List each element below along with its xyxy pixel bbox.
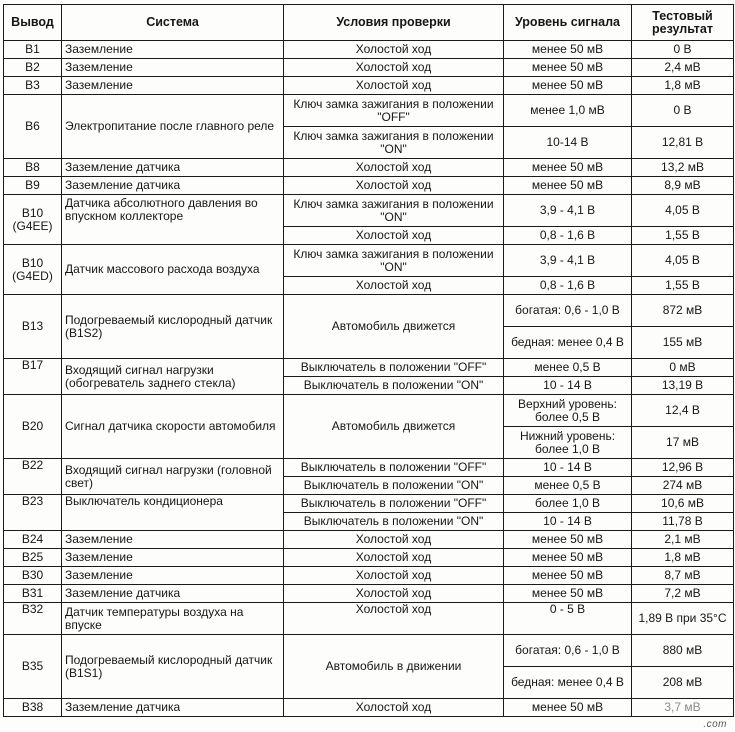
condition-cell: Холостой ход bbox=[284, 585, 504, 603]
condition-cell: Ключ замка зажигания в положении "OFF" bbox=[284, 95, 504, 127]
system-cell: Заземление bbox=[62, 59, 284, 77]
table-row bbox=[4, 245, 734, 277]
system-cell: Заземление датчика bbox=[62, 699, 284, 717]
condition-cell: Холостой ход bbox=[284, 177, 504, 195]
signal-cell: 10 - 14 В bbox=[504, 513, 632, 531]
signal-cell: 0,8 - 1,6 В bbox=[504, 227, 632, 245]
table-row bbox=[4, 195, 734, 227]
result-cell: 274 мВ bbox=[632, 477, 734, 495]
table-row bbox=[4, 59, 734, 77]
signal-cell: менее 50 мВ bbox=[504, 77, 632, 95]
system-cell: Заземление датчика bbox=[62, 159, 284, 177]
table-row bbox=[4, 177, 734, 195]
result-cell: 12,96 В bbox=[632, 459, 734, 477]
signal-cell: менее 50 мВ bbox=[504, 567, 632, 585]
condition-cell: Холостой ход bbox=[284, 159, 504, 177]
signal-cell: менее 0,5 В bbox=[504, 359, 632, 377]
header-system: Система bbox=[62, 5, 284, 41]
result-cell: 8,9 мВ bbox=[632, 177, 734, 195]
signal-cell: богатая: 0,6 - 1,0 В bbox=[504, 295, 632, 327]
signal-cell: 10-14 В bbox=[504, 127, 632, 159]
condition-cell: Автомобиль движется bbox=[284, 295, 504, 359]
table-row bbox=[4, 159, 734, 177]
condition-cell: Выключатель в положении "OFF" bbox=[284, 459, 504, 477]
result-cell: 7,2 мВ bbox=[632, 585, 734, 603]
condition-cell: Холостой ход bbox=[284, 77, 504, 95]
pin-cell: B6 bbox=[4, 95, 62, 159]
signal-cell: 0,8 - 1,6 В bbox=[504, 277, 632, 295]
system-cell: Датчик массового расхода воздуха bbox=[62, 245, 284, 295]
table-row bbox=[4, 531, 734, 549]
table-row bbox=[4, 295, 734, 327]
signal-cell: менее 50 мВ bbox=[504, 159, 632, 177]
header-conditions: Условия проверки bbox=[284, 5, 504, 41]
pin-cell: B9 bbox=[4, 177, 62, 195]
result-cell: 208 мВ bbox=[632, 667, 734, 699]
signal-cell: богатая: 0,6 - 1,0 В bbox=[504, 635, 632, 667]
pin-cell: B22 bbox=[4, 459, 62, 495]
signal-cell: менее 50 мВ bbox=[504, 41, 632, 59]
result-cell: 1,55 В bbox=[632, 227, 734, 245]
pin-cell: B13 bbox=[4, 295, 62, 359]
pin-cell: B30 bbox=[4, 567, 62, 585]
header-pin: Вывод bbox=[4, 5, 62, 41]
condition-cell: Холостой ход bbox=[284, 277, 504, 295]
system-cell: Заземление bbox=[62, 41, 284, 59]
ecu-pin-test-table bbox=[3, 4, 734, 717]
result-cell: 17 мВ bbox=[632, 427, 734, 459]
signal-cell: менее 0,5 В bbox=[504, 477, 632, 495]
table-row bbox=[4, 95, 734, 127]
system-cell: Входящий сигнал нагрузки (головной свет) bbox=[62, 459, 284, 495]
table-row bbox=[4, 41, 734, 59]
condition-cell: Ключ замка зажигания в положении "ON" bbox=[284, 195, 504, 227]
system-cell: Заземление датчика bbox=[62, 585, 284, 603]
result-cell: 0 В bbox=[632, 41, 734, 59]
pin-cell: B10 (G4ED) bbox=[4, 245, 62, 295]
result-cell: 1,8 мВ bbox=[632, 77, 734, 95]
result-cell: 8,7 мВ bbox=[632, 567, 734, 585]
signal-cell: менее 50 мВ bbox=[504, 699, 632, 717]
system-cell: Подогреваемый кислородный датчик (B1S1) bbox=[62, 635, 284, 699]
table-row bbox=[4, 549, 734, 567]
result-cell: 155 мВ bbox=[632, 327, 734, 359]
system-cell: Заземление bbox=[62, 549, 284, 567]
condition-cell: Выключатель в положении "ON" bbox=[284, 513, 504, 531]
condition-cell: Выключатель в положении "ON" bbox=[284, 377, 504, 395]
result-cell: 12,4 В bbox=[632, 395, 734, 427]
signal-cell: менее 50 мВ bbox=[504, 59, 632, 77]
table-row bbox=[4, 585, 734, 603]
signal-cell: 3,9 - 4,1 В bbox=[504, 245, 632, 277]
table-row bbox=[4, 459, 734, 477]
signal-cell: менее 50 мВ bbox=[504, 177, 632, 195]
result-cell: 13,19 В bbox=[632, 377, 734, 395]
pin-cell: B1 bbox=[4, 41, 62, 59]
table-row bbox=[4, 495, 734, 513]
result-cell: 11,78 В bbox=[632, 513, 734, 531]
pin-cell: B8 bbox=[4, 159, 62, 177]
table-row bbox=[4, 359, 734, 377]
system-cell: Заземление bbox=[62, 531, 284, 549]
signal-cell: менее 50 мВ bbox=[504, 585, 632, 603]
condition-cell: Автомобиль в движении bbox=[284, 635, 504, 699]
result-cell: 2,1 мВ bbox=[632, 531, 734, 549]
pin-cell: B17 bbox=[4, 359, 62, 395]
result-cell: 1,89 В при 35°C bbox=[632, 603, 734, 635]
condition-cell: Холостой ход bbox=[284, 59, 504, 77]
result-cell: 1,55 В bbox=[632, 277, 734, 295]
watermark: .com bbox=[703, 719, 727, 730]
condition-cell: Холостой ход bbox=[284, 699, 504, 717]
pin-cell: B25 bbox=[4, 549, 62, 567]
header-row bbox=[4, 5, 734, 41]
signal-cell: менее 1,0 мВ bbox=[504, 95, 632, 127]
signal-cell: 10 - 14 В bbox=[504, 459, 632, 477]
condition-cell: Холостой ход bbox=[284, 227, 504, 245]
system-cell: Заземление датчика bbox=[62, 177, 284, 195]
pin-cell: B3 bbox=[4, 77, 62, 95]
condition-cell: Выключатель в положении "OFF" bbox=[284, 359, 504, 377]
result-cell: 10,6 мВ bbox=[632, 495, 734, 513]
table-row bbox=[4, 603, 734, 635]
table-row bbox=[4, 635, 734, 667]
signal-cell: Нижний уровень: более 1,0 В bbox=[504, 427, 632, 459]
signal-cell: менее 50 мВ bbox=[504, 549, 632, 567]
condition-cell: Выключатель в положении "ON" bbox=[284, 477, 504, 495]
system-cell: Сигнал датчика скорости автомобиля bbox=[62, 395, 284, 459]
signal-cell: бедная: менее 0,4 В bbox=[504, 667, 632, 699]
pin-cell: B2 bbox=[4, 59, 62, 77]
pin-cell: B23 bbox=[4, 495, 62, 531]
condition-cell: Холостой ход bbox=[284, 549, 504, 567]
result-cell: 0 В bbox=[632, 95, 734, 127]
signal-cell: Верхний уровень: более 0,5 В bbox=[504, 395, 632, 427]
header-signal: Уровень сигнала bbox=[504, 5, 632, 41]
result-cell: 12,81 В bbox=[632, 127, 734, 159]
condition-cell: Холостой ход bbox=[284, 531, 504, 549]
table-row bbox=[4, 77, 734, 95]
signal-cell: более 1,0 В bbox=[504, 495, 632, 513]
result-cell: 4,05 В bbox=[632, 245, 734, 277]
pin-cell: B20 bbox=[4, 395, 62, 459]
signal-cell: 3,9 - 4,1 В bbox=[504, 195, 632, 227]
result-cell: 2,4 мВ bbox=[632, 59, 734, 77]
system-cell: Датчик температуры воздуха на впуске bbox=[62, 603, 284, 635]
result-cell: 880 мВ bbox=[632, 635, 734, 667]
system-cell: Электропитание после главного реле bbox=[62, 95, 284, 159]
system-cell: Выключатель кондиционера bbox=[62, 495, 284, 531]
result-cell: 872 мВ bbox=[632, 295, 734, 327]
condition-cell: Ключ замка зажигания в положении "ON" bbox=[284, 127, 504, 159]
result-cell: 1,8 мВ bbox=[632, 549, 734, 567]
system-cell: Датчика абсолютного давления во впускном коллекторе bbox=[62, 195, 284, 245]
pin-cell: B38 bbox=[4, 699, 62, 717]
signal-cell: бедная: менее 0,4 В bbox=[504, 327, 632, 359]
result-cell: 4,05 В bbox=[632, 195, 734, 227]
table-row bbox=[4, 567, 734, 585]
system-cell: Подогреваемый кислородный датчик (B1S2) bbox=[62, 295, 284, 359]
pin-cell: B10 (G4EE) bbox=[4, 195, 62, 245]
condition-cell: Автомобиль движется bbox=[284, 395, 504, 459]
condition-cell: Ключ замка зажигания в положении "ON" bbox=[284, 245, 504, 277]
system-cell: Заземление bbox=[62, 567, 284, 585]
table-row bbox=[4, 395, 734, 427]
condition-cell: Холостой ход bbox=[284, 41, 504, 59]
pin-cell: B24 bbox=[4, 531, 62, 549]
header-result: Тестовый результат bbox=[632, 5, 734, 41]
pin-cell: B31 bbox=[4, 585, 62, 603]
pin-cell: B32 bbox=[4, 603, 62, 635]
result-cell: 13,2 мВ bbox=[632, 159, 734, 177]
signal-cell: 0 - 5 В bbox=[504, 603, 632, 635]
condition-cell: Холостой ход bbox=[284, 603, 504, 635]
signal-cell: 10 - 14 В bbox=[504, 377, 632, 395]
result-cell: 3,7 мВ bbox=[632, 699, 734, 717]
condition-cell: Холостой ход bbox=[284, 567, 504, 585]
condition-cell: Выключатель в положении "OFF" bbox=[284, 495, 504, 513]
system-cell: Заземление bbox=[62, 77, 284, 95]
result-cell: 0 мВ bbox=[632, 359, 734, 377]
system-cell: Входящий сигнал нагрузки (обогреватель заднего стекла) bbox=[62, 359, 284, 395]
pin-cell: B35 bbox=[4, 635, 62, 699]
table-row bbox=[4, 699, 734, 717]
signal-cell: менее 50 мВ bbox=[504, 531, 632, 549]
